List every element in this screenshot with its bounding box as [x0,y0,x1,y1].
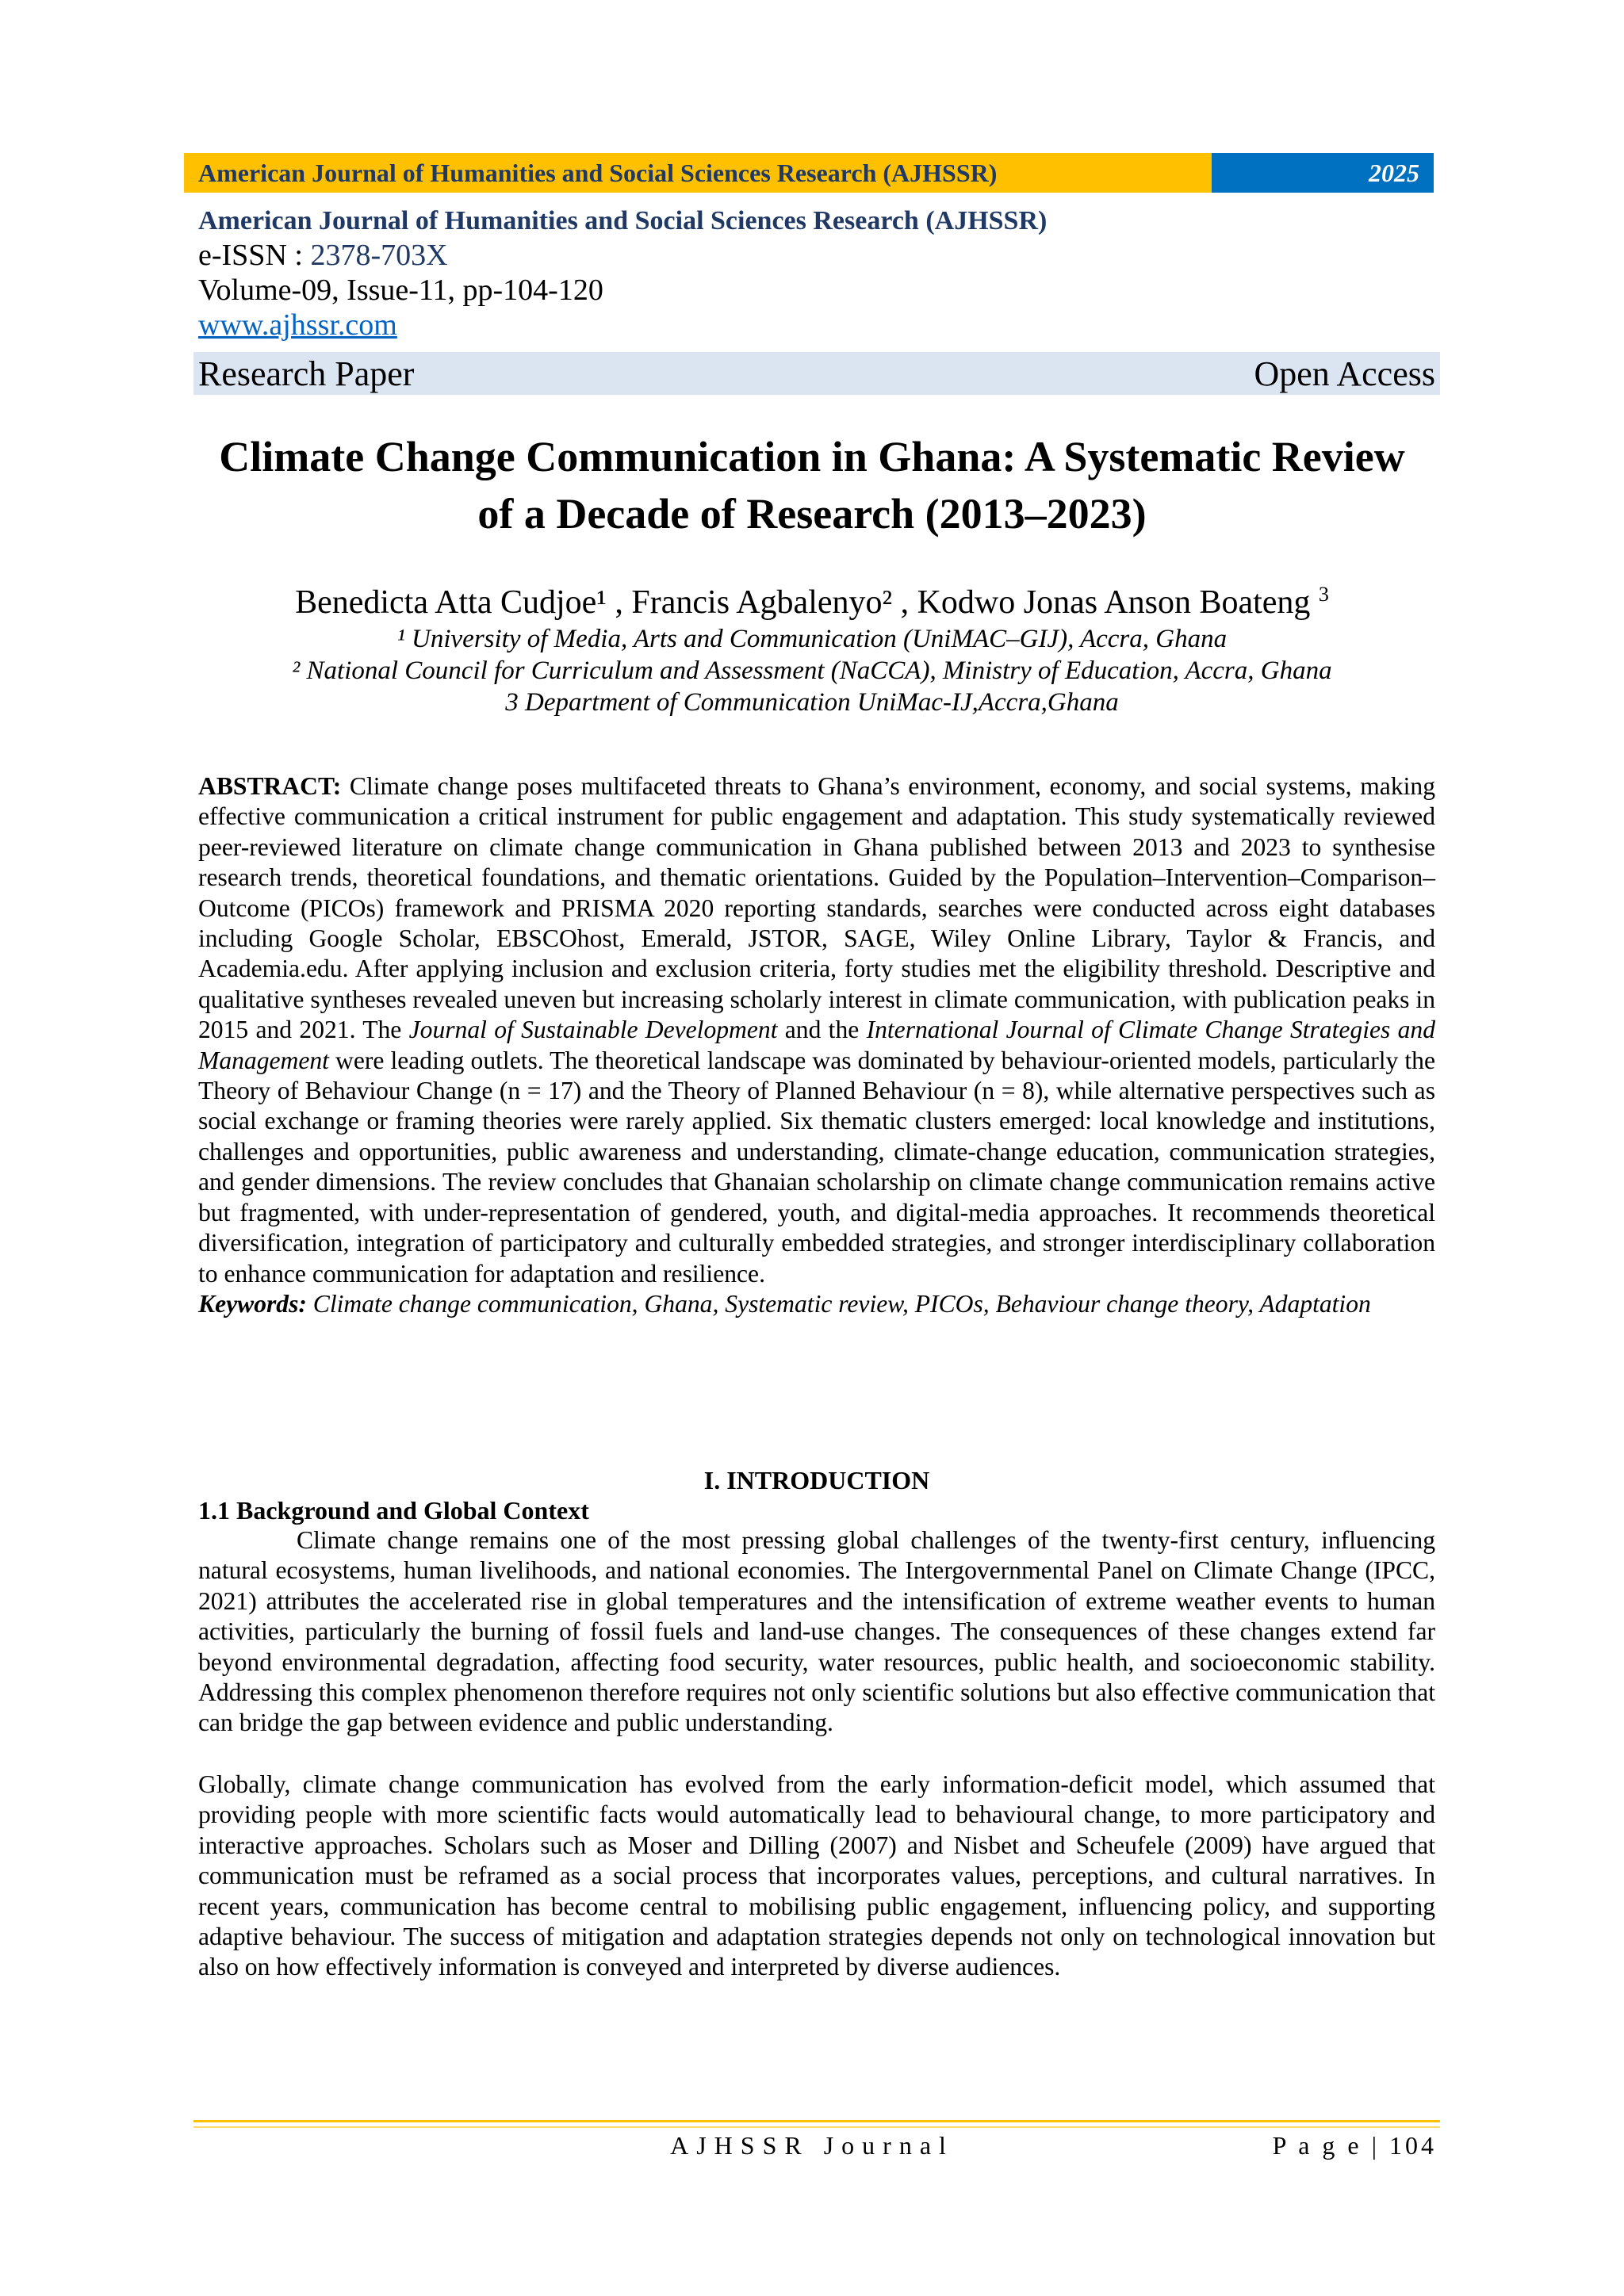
eissn-label: e-ISSN : [198,239,311,272]
abstract-text-1: Climate change poses multifaceted threats to Ghana’s environment, economy, and social systems, making effective communication a critical instrument for public engagement and adaptation. This study systematically reviewed peer-reviewed literature on climate change communication in Ghana published between 2013 and 2023 to synthesise research trends, theoretical foundations, and thematic orientations. Guided by the Population–Intervention–Comparison–Outcome (PICOs) framework and PRISMA 2020 reporting standards, searches were conducted across eight databases including Google Scholar, EBSCOhost, Emerald, JSTOR, SAGE, Wiley Online Library, Taylor & Francis, and Academia.edu. After applying inclusion and exclusion criteria, forty studies met the eligibility threshold. Descriptive and qualitative syntheses revealed uneven but increasing scholarly interest in climate communication, with publication peaks in 2015 and 2021. The [198,772,1435,1044]
affiliation-1: ¹ University of Media, Arts and Communication (UniMAC–GIJ), Accra, Ghana [396,625,1228,653]
author-names: Benedicta Atta Cudjoe¹ , Francis Agbalenyo² , Kodwo Jonas Anson Boateng [295,584,1311,621]
footer-divider [193,2120,1440,2128]
title-line-1: Climate Change Communication in Ghana: A Systematic Review [219,433,1405,480]
volume-line: Volume-09, Issue-11, pp-104-120 [198,274,603,307]
author-sup-3: 3 [1318,583,1329,606]
abstract-label: ABSTRACT: [198,772,342,800]
abstract-text-2: and the [777,1016,867,1044]
intro-paragraph-1: Climate change remains one of the most pressing global challenges of the twenty-first century, influencing natural ecosystems, human livelihoods, and national economies. The Intergovernmental Panel on Climate Change (IPCC, 2021) attributes the accelerated rise in global temperatures and the intensification of extreme weather events to human activities, particularly the burning of fossil fuels and land-use changes. The consequences of these changes extend far beyond environmental degradation, affecting food security, water resources, public health, and socioeconomic stability. Addressing this complex phenomenon therefore requires not only scientific solutions but also effective communication that can bridge the gap between evidence and public understanding. [198,1526,1435,1737]
affiliation-2: ² National Council for Curriculum and Assessment (NaCCA), Ministry of Education, Accra, Ghana [292,656,1332,685]
footer-page-number: P a g e | 104 [1272,2131,1437,2160]
paper-type-label: Research Paper [198,354,415,393]
journal-metadata [198,205,1435,342]
journal-band-year-cell [1212,153,1434,193]
author-list [159,574,1465,623]
abstract-journal-2: International Journal of Climate Change Strategies and Management [198,1016,1436,1074]
abstract-journal-1: Journal of Sustainable Development [408,1016,778,1044]
journal-band-year: 2025 [1369,158,1419,187]
subsection-heading-background: 1.1 Background and Global Context [198,1496,589,1525]
journal-name: American Journal of Humanities and Social Sciences Research (AJHSSR) [198,206,1048,235]
title-line-2: of a Decade of Research (2013–2023) [477,490,1147,538]
keywords-text: Climate change communication, Ghana, Systematic review, PICOs, Behaviour change theory, Adaptation [306,1289,1371,1318]
journal-band-title-cell [184,153,1212,193]
access-label: Open Access [1254,354,1435,393]
abstract [198,771,1435,1319]
article-type-bar [193,352,1440,395]
footer-journal-name: AJHSSR Journal [670,2131,954,2160]
journal-website-link[interactable]: www.ajhssr.com [198,308,397,342]
keywords-label: Keywords: [198,1289,307,1318]
intro-paragraph-2: Globally, climate change communication has evolved from the early information-deficit model, which assumed that providing people with more scientific facts would automatically lead to behavioural change, to more participatory and interactive approaches. Scholars such as Moser and Dilling (2007) and Nisbet and Scheufele (2009) have argued that communication must be reframed as a social process that incorporates values, perceptions, and cultural narratives. In recent years, communication has become central to mobilising public engagement, influencing policy, and supporting adaptive behaviour. The success of mitigation and adaptation strategies depends not only on technological innovation but also on how effectively information is conveyed and interpreted by diverse audiences. [198,1770,1435,1981]
paper-title [159,428,1465,542]
affiliation-3: 3 Department of Communication UniMac-IJ,Accra,Ghana [505,688,1119,717]
eissn-line [198,238,1435,273]
abstract-text-3: were leading outlets. The theoretical landscape was dominated by behaviour-oriented models, particularly the Theory of Behaviour Change (n = 17) and the Theory of Planned Behaviour (n = 8), while alternative perspectives such as social exchange or framing theories were rarely applied. Six thematic clusters emerged: local knowledge and institutions, challenges and opportunities, public awareness and understanding, climate-change education, communication strategies, and gender dimensions. The review concludes that Ghanaian scholarship on climate change communication remains active but fragmented, with under-representation of gendered, youth, and digital-media approaches. It recommends theoretical diversification, integration of participatory and culturally embedded strategies, and stronger interdisciplinary collaboration to enhance communication for adaptation and resilience. [198,1046,1435,1288]
eissn-value: 2378-703X [310,239,448,272]
journal-band-title: American Journal of Humanities and Social Sciences Research (AJHSSR) [198,158,998,187]
journal-header-band [184,153,1434,193]
section-heading-introduction: I. INTRODUCTION [703,1466,930,1494]
